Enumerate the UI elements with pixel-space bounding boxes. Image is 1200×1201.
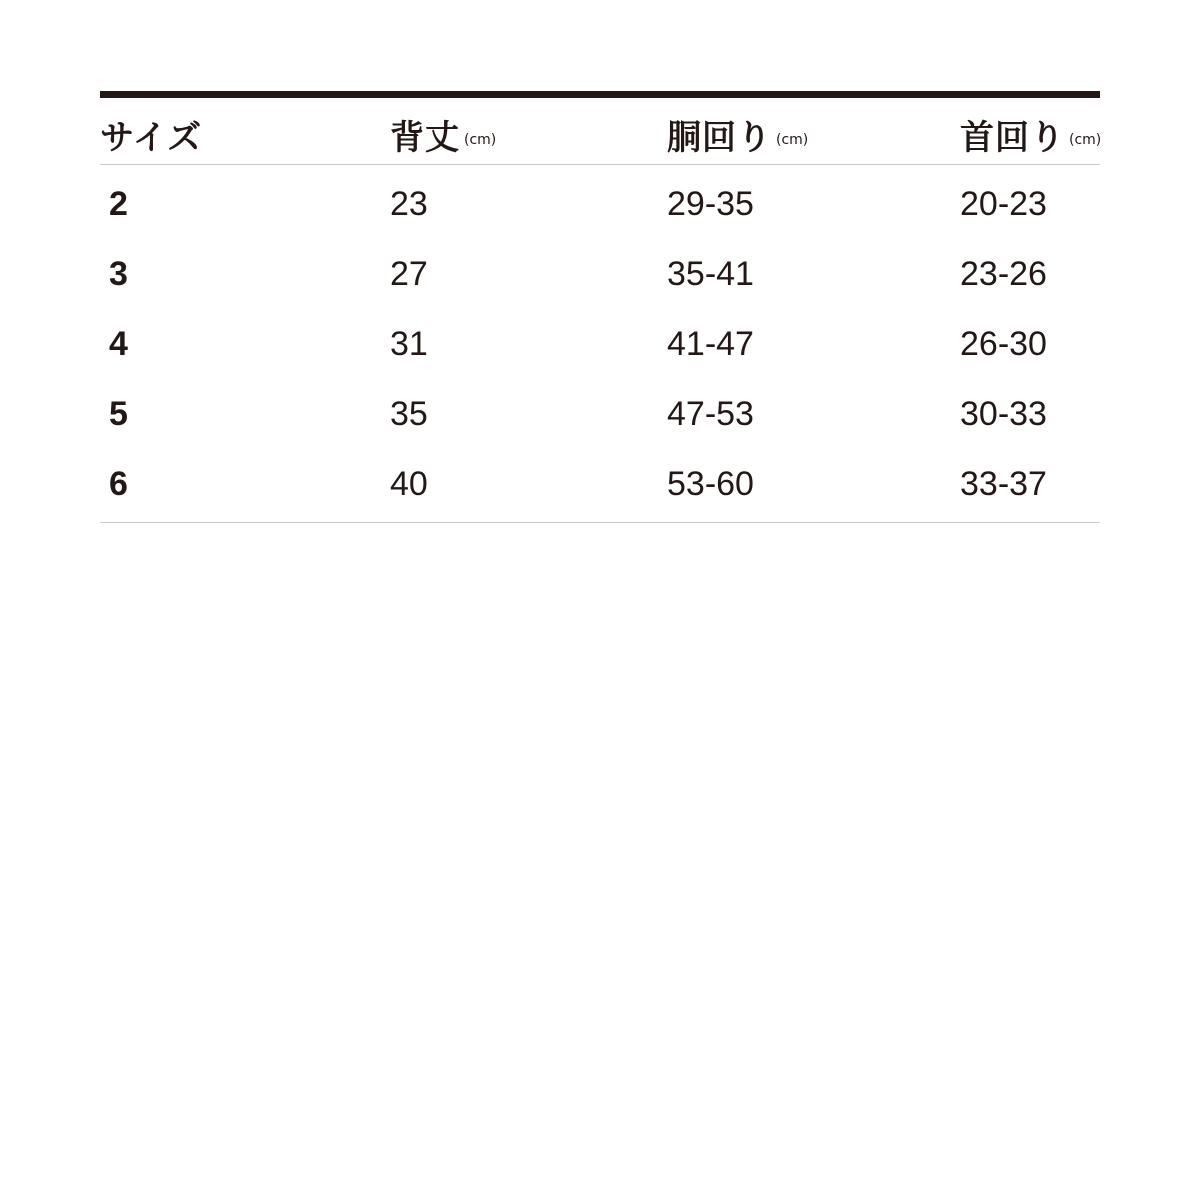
header-chest-label: 胴回り [667, 117, 772, 158]
header-chest-unit: (cm) [776, 132, 809, 148]
cell-neck: 26-30 [960, 324, 1047, 363]
cell-neck: 30-33 [960, 394, 1047, 433]
cell-chest: 35-41 [667, 254, 754, 293]
header-size-label: サイズ [100, 117, 203, 158]
cell-size: 2 [109, 184, 128, 223]
table-row [100, 239, 1100, 309]
table-row [100, 309, 1100, 379]
header-neck-unit: (cm) [1069, 132, 1102, 148]
cell-size: 5 [109, 394, 128, 433]
cell-chest: 53-60 [667, 464, 754, 503]
header-back-length-label: 背丈 [390, 117, 460, 158]
cell-chest: 41-47 [667, 324, 754, 363]
cell-back-length: 35 [390, 394, 428, 433]
cell-neck: 20-23 [960, 184, 1047, 223]
table-row [100, 169, 1100, 239]
cell-back-length: 23 [390, 184, 428, 223]
size-chart-table [100, 91, 1100, 523]
cell-size: 4 [109, 324, 128, 363]
cell-back-length: 40 [390, 464, 428, 503]
header-neck-label: 首回り [960, 117, 1065, 158]
table-body [100, 169, 1100, 523]
header-neck [960, 98, 1101, 164]
cell-chest: 47-53 [667, 394, 754, 433]
cell-back-length: 31 [390, 324, 428, 363]
cell-back-length: 27 [390, 254, 428, 293]
header-back-length [390, 98, 496, 164]
header-chest [667, 98, 808, 164]
cell-size: 6 [109, 464, 128, 503]
cell-neck: 23-26 [960, 254, 1047, 293]
table-top-rule [100, 91, 1100, 98]
cell-size: 3 [109, 254, 128, 293]
header-size [100, 98, 202, 164]
table-row [100, 449, 1100, 519]
cell-neck: 33-37 [960, 464, 1047, 503]
header-back-length-unit: (cm) [464, 132, 497, 148]
table-row [100, 379, 1100, 449]
cell-chest: 29-35 [667, 184, 754, 223]
table-header-row [100, 98, 1100, 165]
